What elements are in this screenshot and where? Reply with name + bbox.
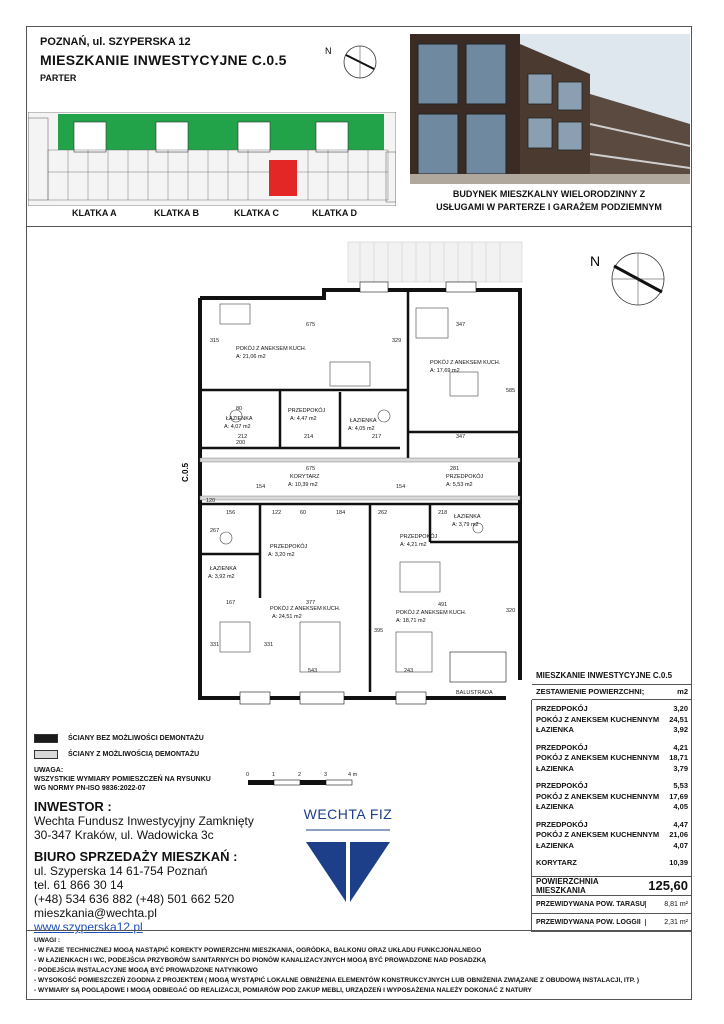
table-row: POKÓJ Z ANEKSEM KUCHENNYM 18,71 [536, 753, 688, 762]
measurement-note [34, 766, 211, 793]
dimension-label: 347 [456, 322, 466, 328]
room-name: ŁAZIENKA [454, 514, 481, 520]
remark-line: - W ŁAZIENKACH I WC, PODEJŚCIA PRZYBORÓW SANITARNYCH DO PIONÓW KANALIZACYJNYCH MOGĄ BYĆ PROWADZONE NAD POSADZKĄ [34, 957, 487, 964]
dimension-label: 184 [336, 510, 346, 516]
floor-label: PARTER [40, 73, 77, 83]
terrace-row [531, 896, 692, 914]
dimension-label: 675 [306, 322, 316, 328]
dimension-label: 331 [264, 642, 274, 648]
klatka-a-label: KLATKA A [72, 208, 117, 218]
dimension-label: 60 [300, 510, 307, 516]
dimension-label: 395 [374, 628, 384, 634]
terrace-value: 8,81 m² [645, 901, 688, 908]
room-name: POKÓJ Z ANEKSEM KUCH. [430, 360, 501, 366]
website-link[interactable]: www.szyperska12.pl [34, 920, 143, 934]
dimension-label: 675 [306, 466, 316, 472]
room-name: KORYTARZ [290, 474, 320, 480]
investor-line: 30-347 Kraków, ul. Wadowicka 3c [34, 828, 214, 842]
photo-caption [408, 188, 690, 214]
room-area: A: 4,05 m2 [348, 426, 375, 432]
room-name: PRZEDPOKÓJ [400, 534, 438, 540]
sales-line: (+48) 534 636 882 (+48) 501 662 520 [34, 892, 235, 906]
dimension-label: 200 [236, 440, 246, 446]
legend-item [34, 746, 204, 762]
table-header [532, 685, 692, 700]
caption-line-2: USŁUGAMI W PARTERZE I GARAŻEM PODZIEMNYM [436, 202, 662, 212]
divider [26, 930, 692, 931]
legend-label: ŚCIANY BEZ MOŻLIWOŚCI DEMONTAŻU [68, 734, 204, 742]
room-area: A: 3,79 m2 [452, 522, 479, 528]
room-area: A: 4,21 m2 [400, 542, 427, 548]
dimension-label: 156 [226, 510, 236, 516]
remarks [34, 936, 639, 996]
dimension-label: 3 [324, 772, 328, 778]
room-name: ŁAZIENKA [226, 416, 253, 422]
north-arrow-icon [322, 42, 382, 82]
terrace-label: PRZEWIDYWANA POW. TARASU [536, 900, 645, 908]
room-name: POKÓJ Z ANEKSEM KUCH. [396, 610, 467, 616]
remark-line: - WYMIARY SĄ POGLĄDOWE I MOGĄ ODBIEGAĆ OD REALIZACJI, POMIARÓW POD ZAKUP MEBLI, URZĄDZEŃ I WYPOSAŻENIA NALEŻY DOKONAĆ Z NATURY [34, 987, 532, 994]
total-value: 125,60 [648, 878, 688, 893]
loggia-label: PRZEWIDYWANA POW. LOGGII [536, 918, 641, 926]
page-title: MIESZKANIE INWESTYCYJNE C.0.5 [40, 52, 287, 68]
investor-line: Wechta Fundusz Inwestycyjny Zamknięty [34, 814, 254, 828]
room-name: ŁAZIENKA [350, 418, 377, 424]
north-label: N [325, 46, 332, 56]
dimension-label: 4 m [348, 772, 358, 778]
dimension-label: 320 [506, 608, 516, 614]
investor-title: INWESTOR : [34, 799, 112, 814]
table-title: MIESZKANIE INWESTYCYJNE C.0.5 [532, 668, 692, 685]
table-row: PRZEDPOKÓJ 5,53 [536, 781, 688, 790]
room-area: A: 21,06 m2 [236, 354, 266, 360]
dimension-label: 122 [272, 510, 282, 516]
legend-item [34, 730, 204, 746]
remark-line: - W FAZIE TECHNICZNEJ MOGĄ NASTĄPIĆ KOREKTY POWIERZCHNI MIESZKANIA, OGRÓDKA, BALKONU ORAZ UKŁADU FUNKCJONALNEGO [34, 947, 482, 954]
room-name: PRZEDPOKÓJ [288, 408, 326, 414]
table-row: POKÓJ Z ANEKSEM KUCHENNYM 24,51 [536, 714, 688, 724]
dimension-label: 329 [392, 338, 402, 344]
table-row: POKÓJ Z ANEKSEM KUCHENNYM 17,69 [536, 791, 688, 801]
room-area: A: 4,47 m2 [290, 416, 317, 422]
note-title: UWAGA: [34, 767, 64, 774]
dimension-label: 262 [378, 510, 388, 516]
dimension-label: 585 [506, 388, 516, 394]
total-area-row [531, 876, 692, 896]
table-row: ŁAZIENKA 3,79 [536, 763, 688, 773]
sales-line: tel. 61 866 30 14 [34, 878, 124, 892]
dimension-label: 80 [236, 406, 243, 412]
key-plan [28, 112, 396, 206]
table-row: PRZEDPOKÓJ 4,47 [536, 819, 688, 829]
room-name: POKÓJ Z ANEKSEM KUCH. [236, 346, 307, 352]
dimension-label: 217 [372, 434, 382, 440]
unit-tag: C.0.5 [181, 462, 190, 482]
table-header-label: ZESTAWIENIE POWIERZCHNI; [536, 687, 645, 696]
table-row: ŁAZIENKA 4,05 [536, 802, 688, 811]
room-area: A: 3,20 m2 [268, 552, 295, 558]
dimension-label: 377 [306, 600, 316, 606]
balustrade-label: BALUSTRADA [456, 690, 493, 696]
table-row: POKÓJ Z ANEKSEM KUCHENNYM 21,06 [536, 830, 688, 839]
legend-swatch-black [34, 734, 58, 743]
room-area: A: 24,51 m2 [272, 614, 302, 620]
table-row: ŁAZIENKA 4,07 [536, 840, 688, 850]
remark-line: - WYSOKOŚĆ POMIESZCZEŃ ZGODNA Z PROJEKTEM ( MOGĄ WYSTĄPIĆ LOKALNE OBNIŻENIA ELEMENTÓW KONSTRUKCYJNYCH LUB OBNIŻENIA ZWIĄZANE Z OBUDOWĄ INSTALACJI, ITP. ) [34, 977, 639, 984]
dimension-label: 214 [304, 434, 314, 440]
room-area: A: 10,39 m2 [288, 482, 318, 488]
dimension-label: 1 [272, 772, 276, 778]
remarks-title: UWAGI : [34, 937, 60, 944]
dimension-label: 154 [396, 484, 406, 490]
dimension-label: 331 [210, 642, 220, 648]
dimension-label: 167 [226, 600, 236, 606]
north-arrow-large-icon [588, 244, 668, 314]
room-area: A: 17,69 m2 [430, 368, 460, 374]
room-area: A: 18,71 m2 [396, 618, 426, 624]
dimension-label: 543 [308, 668, 318, 674]
table-row: ŁAZIENKA 3,92 [536, 725, 688, 734]
klatka-b-label: KLATKA B [154, 208, 199, 218]
floor-plan [160, 232, 530, 742]
legend-swatch-grey [34, 750, 58, 759]
total-label: POWIERZCHNIA MIESZKANIA [536, 876, 599, 895]
highlighted-unit [269, 160, 297, 196]
dimension-label: 347 [456, 434, 466, 440]
logo-text: WECHTA FIZ [303, 806, 393, 822]
room-area: A: 5,53 m2 [446, 482, 473, 488]
room-name: PRZEDPOKÓJ [270, 544, 308, 550]
loggia-value: 2,31 m² [645, 919, 688, 926]
room-name: PRZEDPOKÓJ [446, 474, 484, 480]
dimension-label: 243 [404, 668, 414, 674]
dimension-label: 212 [238, 434, 248, 440]
legend [34, 730, 204, 762]
room-name: POKÓJ Z ANEKSEM KUCH. [270, 606, 341, 612]
dimension-label: 120 [206, 498, 216, 504]
table-header-unit: m2 [677, 687, 688, 696]
dimension-label: 0 [246, 772, 250, 778]
note-line: WG NORMY PN-ISO 9836:2022-07 [34, 785, 146, 792]
room-name: ŁAZIENKA [210, 566, 237, 572]
dimension-label: 218 [438, 510, 448, 516]
north-label-large: N [590, 253, 601, 269]
table-body [531, 700, 692, 876]
table-row: PRZEDPOKÓJ 3,20 [536, 704, 688, 713]
note-line: WSZYSTKIE WYMIARY POMIESZCZEŃ NA RYSUNKU [34, 776, 211, 783]
dimension-label: 2 [298, 772, 302, 778]
sales-line: ul. Szyperska 14 61-754 Poznań [34, 864, 208, 878]
scale-bar [244, 768, 374, 794]
loggia-row [531, 914, 692, 932]
table-row: KORYTARZ 10,39 [536, 858, 688, 867]
legend-label: ŚCIANY Z MOŻLIWOŚCIĄ DEMONTAŻU [68, 750, 200, 758]
address: POZNAŃ, ul. SZYPERSKA 12 [40, 36, 191, 48]
klatka-d-label: KLATKA D [312, 208, 357, 218]
dimension-label: 267 [210, 528, 220, 534]
klatka-c-label: KLATKA C [234, 208, 279, 218]
dimension-label: 315 [210, 338, 220, 344]
room-area: A: 4,07 m2 [224, 424, 251, 430]
dimension-label: 491 [438, 602, 448, 608]
divider [26, 226, 692, 227]
caption-line-1: BUDYNEK MIESZKALNY WIELORODZINNY Z [452, 189, 646, 199]
sales-line[interactable]: mieszkania@wechta.pl [34, 906, 157, 920]
remark-line: - PODEJŚCIA INSTALACYJNE MOGĄ BYĆ PROWADZONE NATYNKOWO [34, 967, 258, 974]
room-area: A: 3,92 m2 [208, 574, 235, 580]
building-photo [410, 34, 690, 184]
contact-block [34, 800, 254, 934]
table-row: PRZEDPOKÓJ 4,21 [536, 742, 688, 752]
sales-title: BIURO SPRZEDAŻY MIESZKAŃ : [34, 849, 238, 864]
dimension-label: 154 [256, 484, 266, 490]
dimension-label: 281 [450, 466, 460, 472]
area-table [532, 668, 692, 932]
